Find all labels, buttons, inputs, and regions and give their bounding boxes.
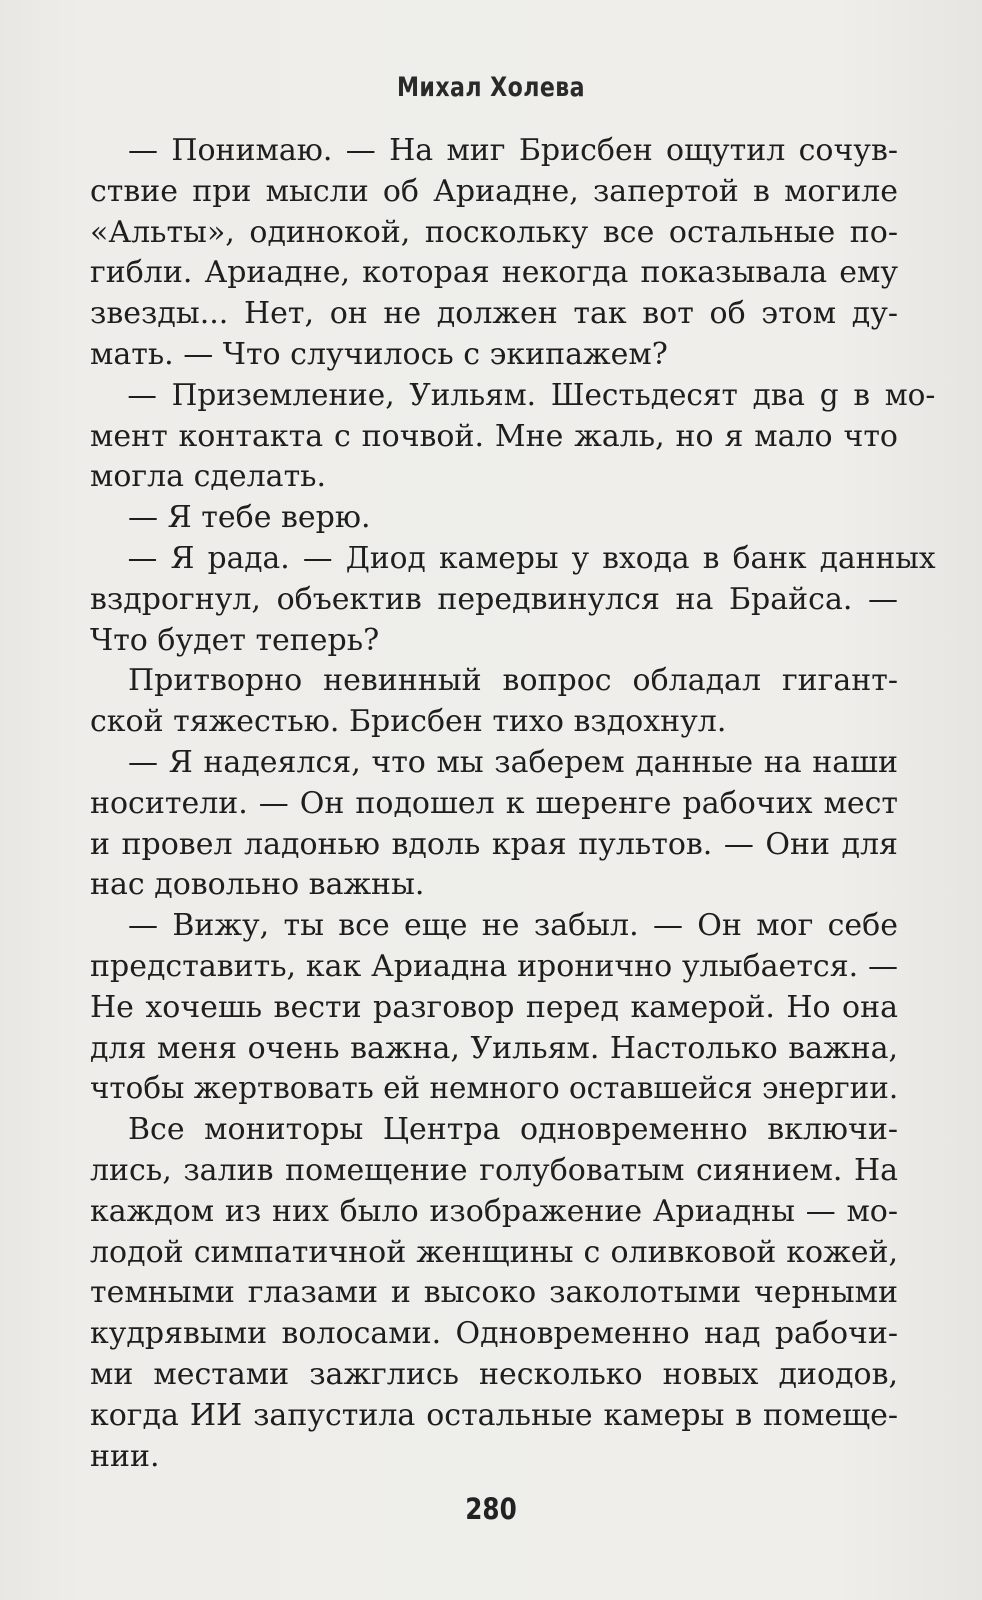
running-header-author: Михал Холева: [396, 72, 586, 103]
text-line: могла сделать.: [90, 459, 327, 495]
text-line: когда ИИ запустила остальные камеры в помеще-: [90, 1397, 898, 1433]
text-line: ми местами зажглись несколько новых диодов,: [90, 1356, 898, 1392]
text-line: каждом из них было изображение Ариадны — мо-: [90, 1193, 898, 1229]
text-line: вздрогнул, объектив передвинулся на Брайса. —: [90, 581, 898, 617]
text-line: нас довольно важны.: [90, 867, 425, 903]
text-line: ствие при мысли об Ариадне, запертой в могиле: [90, 173, 898, 209]
text-line: и провел ладонью вдоль края пультов. — Они для: [90, 826, 898, 862]
text-line: ской тяжестью. Брисбен тихо вздохнул.: [90, 704, 727, 740]
text-line: представить, как Ариадна иронично улыбается. —: [90, 948, 898, 984]
text-line: мать. — Что случилось с экипажем?: [90, 336, 668, 372]
text-line: носители. — Он подошел к шеренге рабочих мест: [90, 785, 898, 821]
text-line: Притворно невинный вопрос обладал гигант-: [128, 663, 898, 699]
text-line: — Я тебе верю.: [128, 500, 371, 536]
text-line: мент контакта с почвой. Мне жаль, но я мало что: [90, 418, 898, 454]
text-line: звезды... Нет, он не должен так вот об этом ду-: [90, 296, 898, 332]
text-line: — Понимаю. — На миг Брисбен ощутил сочув-: [128, 133, 898, 168]
text-line: — Я рада. — Диод камеры у входа в банк данных: [127, 540, 936, 576]
text-line: «Альты», одинокой, поскольку все остальные по-: [90, 214, 898, 250]
text-line: лодой симпатичной женщины с оливковой кожей,: [90, 1234, 898, 1270]
page-number: 280: [465, 1492, 517, 1526]
text-line: чтобы жертвовать ей немного оставшейся энергии.: [90, 1071, 899, 1107]
text-line: гибли. Ариадне, которая некогда показывала ему: [90, 255, 898, 291]
body-text: [90, 131, 936, 1477]
text-line: — Приземление, Уильям. Шестьдесят два g в мо-: [127, 377, 936, 413]
text-line: Не хочешь вести разговор перед камерой. Но она: [90, 989, 898, 1025]
text-line: — Вижу, ты все еще не забыл. — Он мог себе: [128, 908, 898, 944]
text-line: — Я надеялся, что мы заберем данные на наши: [128, 744, 898, 780]
text-line: нии.: [90, 1438, 160, 1474]
text-line: кудрявыми волосами. Одновременно над рабочи-: [90, 1316, 898, 1352]
text-line: лись, залив помещение голубоватым сиянием. На: [90, 1152, 898, 1188]
text-line: темными глазами и высоко заколотыми черными: [90, 1275, 898, 1311]
text-line: Все мониторы Центра одновременно включи-: [128, 1112, 898, 1148]
text-line: для меня очень важна, Уильям. Настолько важна,: [90, 1030, 898, 1066]
text-line: Что будет теперь?: [90, 622, 380, 658]
